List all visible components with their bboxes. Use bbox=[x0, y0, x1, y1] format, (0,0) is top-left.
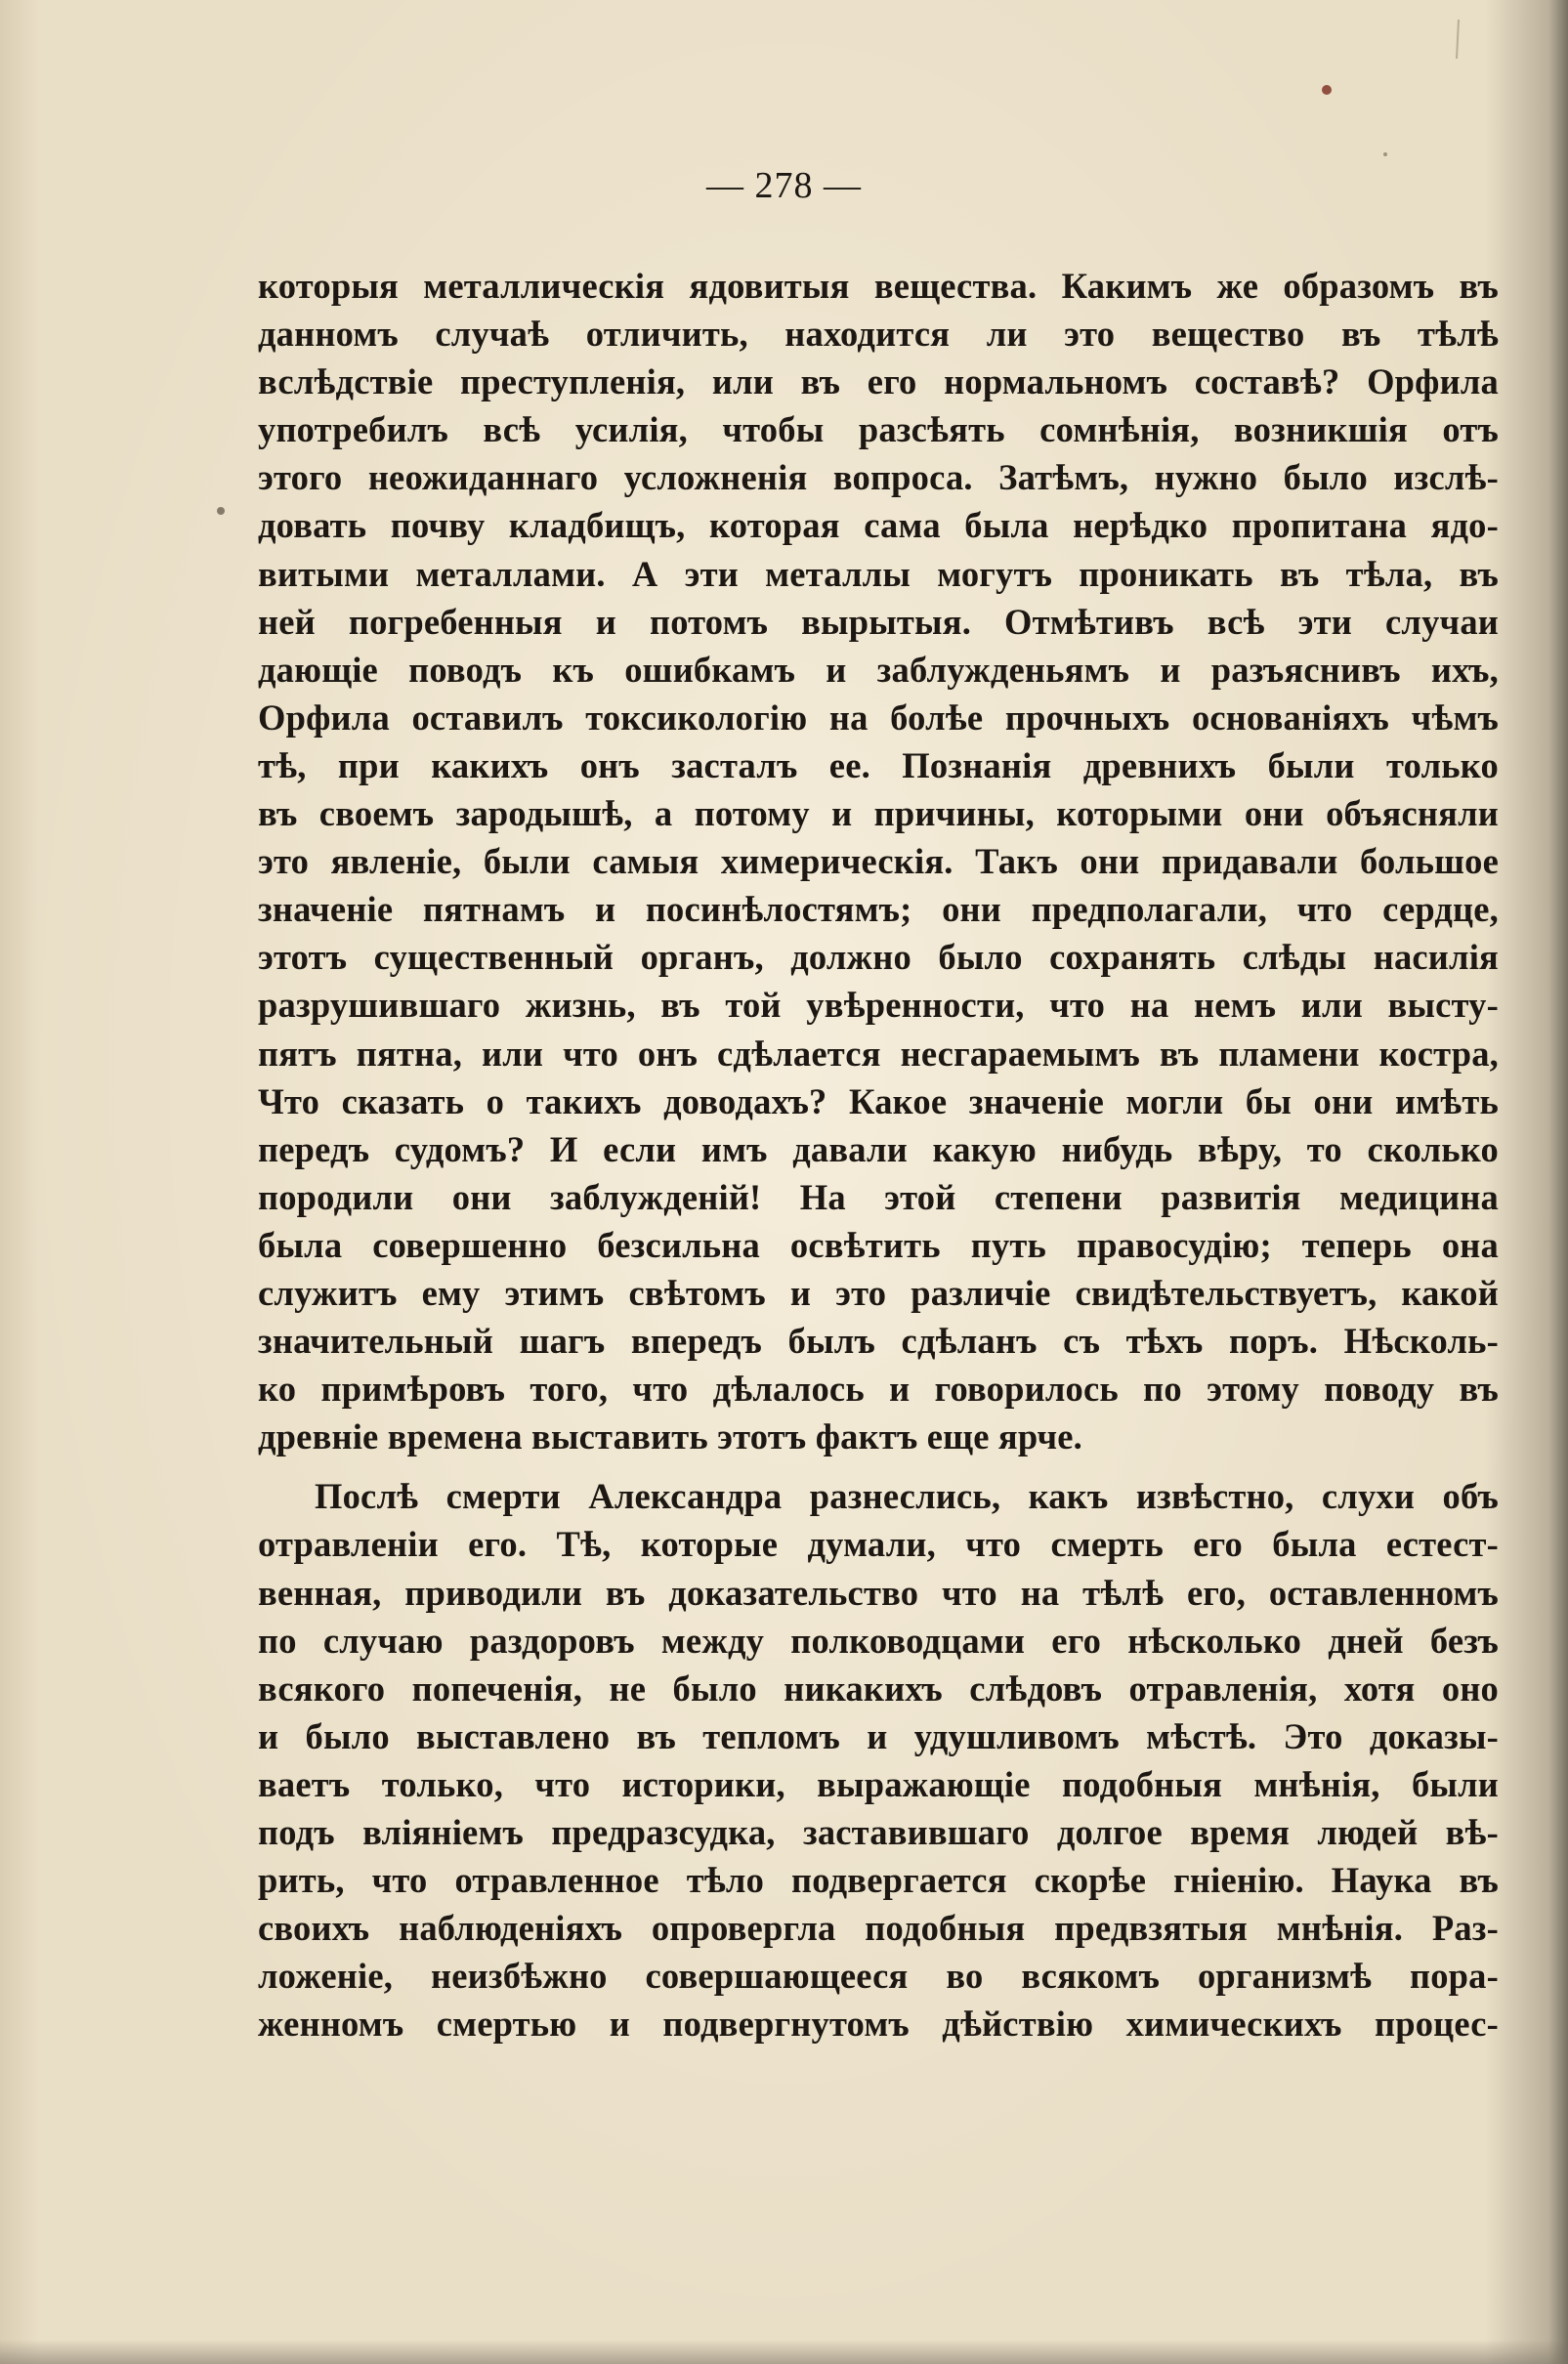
text-line: ложеніе, неизбѣжно совершающееся во всякомъ организмѣ пора- bbox=[258, 1956, 1499, 1997]
text-line: значеніе пятнамъ и посинѣлостямъ; они предполагали, что сердце, bbox=[258, 889, 1499, 930]
page-body-text bbox=[258, 262, 1499, 2047]
text-line: пятъ пятна, или что онъ сдѣлается несгараемымъ въ пламени костра, bbox=[258, 1033, 1499, 1074]
text-line: витыми металлами. А эти металлы могутъ проникать въ тѣла, въ bbox=[258, 553, 1499, 594]
text-line: тѣ, при какихъ онъ засталъ ее. Познанія древнихъ были только bbox=[258, 744, 1499, 785]
ink-speck bbox=[1383, 152, 1387, 156]
text-line: и было выставлено въ тепломъ и удушливомъ мѣстѣ. Это доказы- bbox=[258, 1715, 1499, 1756]
text-line: Орфила оставилъ токсикологію на болѣе прочныхъ основаніяхъ чѣмъ bbox=[258, 697, 1499, 738]
text-line: своихъ наблюденіяхъ опровергла подобныя предвзятыя мнѣнія. Раз- bbox=[258, 1908, 1499, 1949]
text-line: употребилъ всѣ усилія, чтобы разсѣять сомнѣнія, возникшія отъ bbox=[258, 409, 1499, 450]
text-line: по случаю раздоровъ между полководцами его нѣсколько дней безъ bbox=[258, 1620, 1499, 1661]
text-line: разрушившаго жизнь, въ той увѣренности, что на немъ или высту- bbox=[258, 985, 1499, 1026]
text-line: которыя металлическія ядовитыя вещества. Какимъ же образомъ въ bbox=[258, 266, 1499, 306]
text-line: вслѣдствіе преступленія, или въ его нормальномъ составѣ? Орфила bbox=[258, 361, 1499, 402]
text-line: Послѣ смерти Александра разнеслись, какъ извѣстно, слухи объ bbox=[315, 1476, 1499, 1517]
text-line: это явленіе, были самыя химерическія. Такъ они придавали большое bbox=[258, 841, 1499, 882]
text-line: отравленіи его. Тѣ, которые думали, что смерть его была естест- bbox=[258, 1524, 1499, 1565]
text-line: значительный шагъ впередъ былъ сдѣланъ съ тѣхъ поръ. Нѣсколь- bbox=[258, 1321, 1499, 1362]
text-line: древніе времена выставить этотъ фактъ еще ярче. bbox=[258, 1416, 1082, 1457]
text-line: этотъ существенный органъ, должно было сохранять слѣды насилія bbox=[258, 937, 1499, 978]
text-line: венная, приводили въ доказательство что на тѣлѣ его, оставленномъ bbox=[258, 1572, 1499, 1613]
text-line: въ своемъ зародышѣ, а потому и причины, которыми они объясняли bbox=[258, 793, 1499, 834]
text-line: рить, что отравленное тѣло подвергается скорѣе гніенію. Наука въ bbox=[258, 1860, 1499, 1901]
text-line: ко примѣровъ того, что дѣлалось и говорилось по этому поводу въ bbox=[258, 1369, 1499, 1410]
paragraph-gap bbox=[258, 1460, 1499, 1472]
text-line: породили они заблужденій! На этой степени развитія медицина bbox=[258, 1176, 1499, 1217]
text-line: была совершенно безсильна освѣтить путь правосудію; теперь она bbox=[258, 1224, 1499, 1265]
text-line: этого неожиданнаго усложненія вопроса. Затѣмъ, нужно было изслѣ- bbox=[258, 457, 1499, 498]
ink-speck bbox=[1322, 85, 1332, 95]
text-line: дающіе поводъ къ ошибкамъ и заблужденьямъ и разъяснивъ ихъ, bbox=[258, 649, 1499, 690]
text-line: передъ судомъ? И если имъ давали какую нибудь вѣру, то сколько bbox=[258, 1128, 1499, 1169]
text-line: Что сказать о такихъ доводахъ? Какое значеніе могли бы они имѣть bbox=[258, 1080, 1499, 1121]
paper-crease bbox=[1457, 20, 1459, 59]
text-line: данномъ случаѣ отличить, находится ли это вещество въ тѣлѣ bbox=[258, 314, 1499, 355]
text-line: женномъ смертью и подвергнутомъ дѣйствію химическихъ процес- bbox=[258, 2004, 1499, 2045]
text-line: ваетъ только, что историки, выражающіе подобныя мнѣнія, были bbox=[258, 1763, 1499, 1804]
ink-speck bbox=[217, 507, 225, 515]
page-number: — 278 — bbox=[706, 165, 862, 206]
text-line: служитъ ему этимъ свѣтомъ и это различіе свидѣтельствуетъ, какой bbox=[258, 1272, 1499, 1313]
text-line: довать почву кладбищъ, которая сама была нерѣдко пропитана ядо- bbox=[258, 505, 1499, 546]
text-line: ней погребенныя и потомъ вырытыя. Отмѣтивъ всѣ эти случаи bbox=[258, 601, 1499, 642]
text-line: всякого попеченія, не было никакихъ слѣдовъ отравленія, хотя оно bbox=[258, 1667, 1499, 1709]
text-line: подъ вліяніемъ предразсудка, заставившаго долгое время людей вѣ- bbox=[258, 1812, 1499, 1852]
page-bottom-edge bbox=[0, 2340, 1568, 2364]
